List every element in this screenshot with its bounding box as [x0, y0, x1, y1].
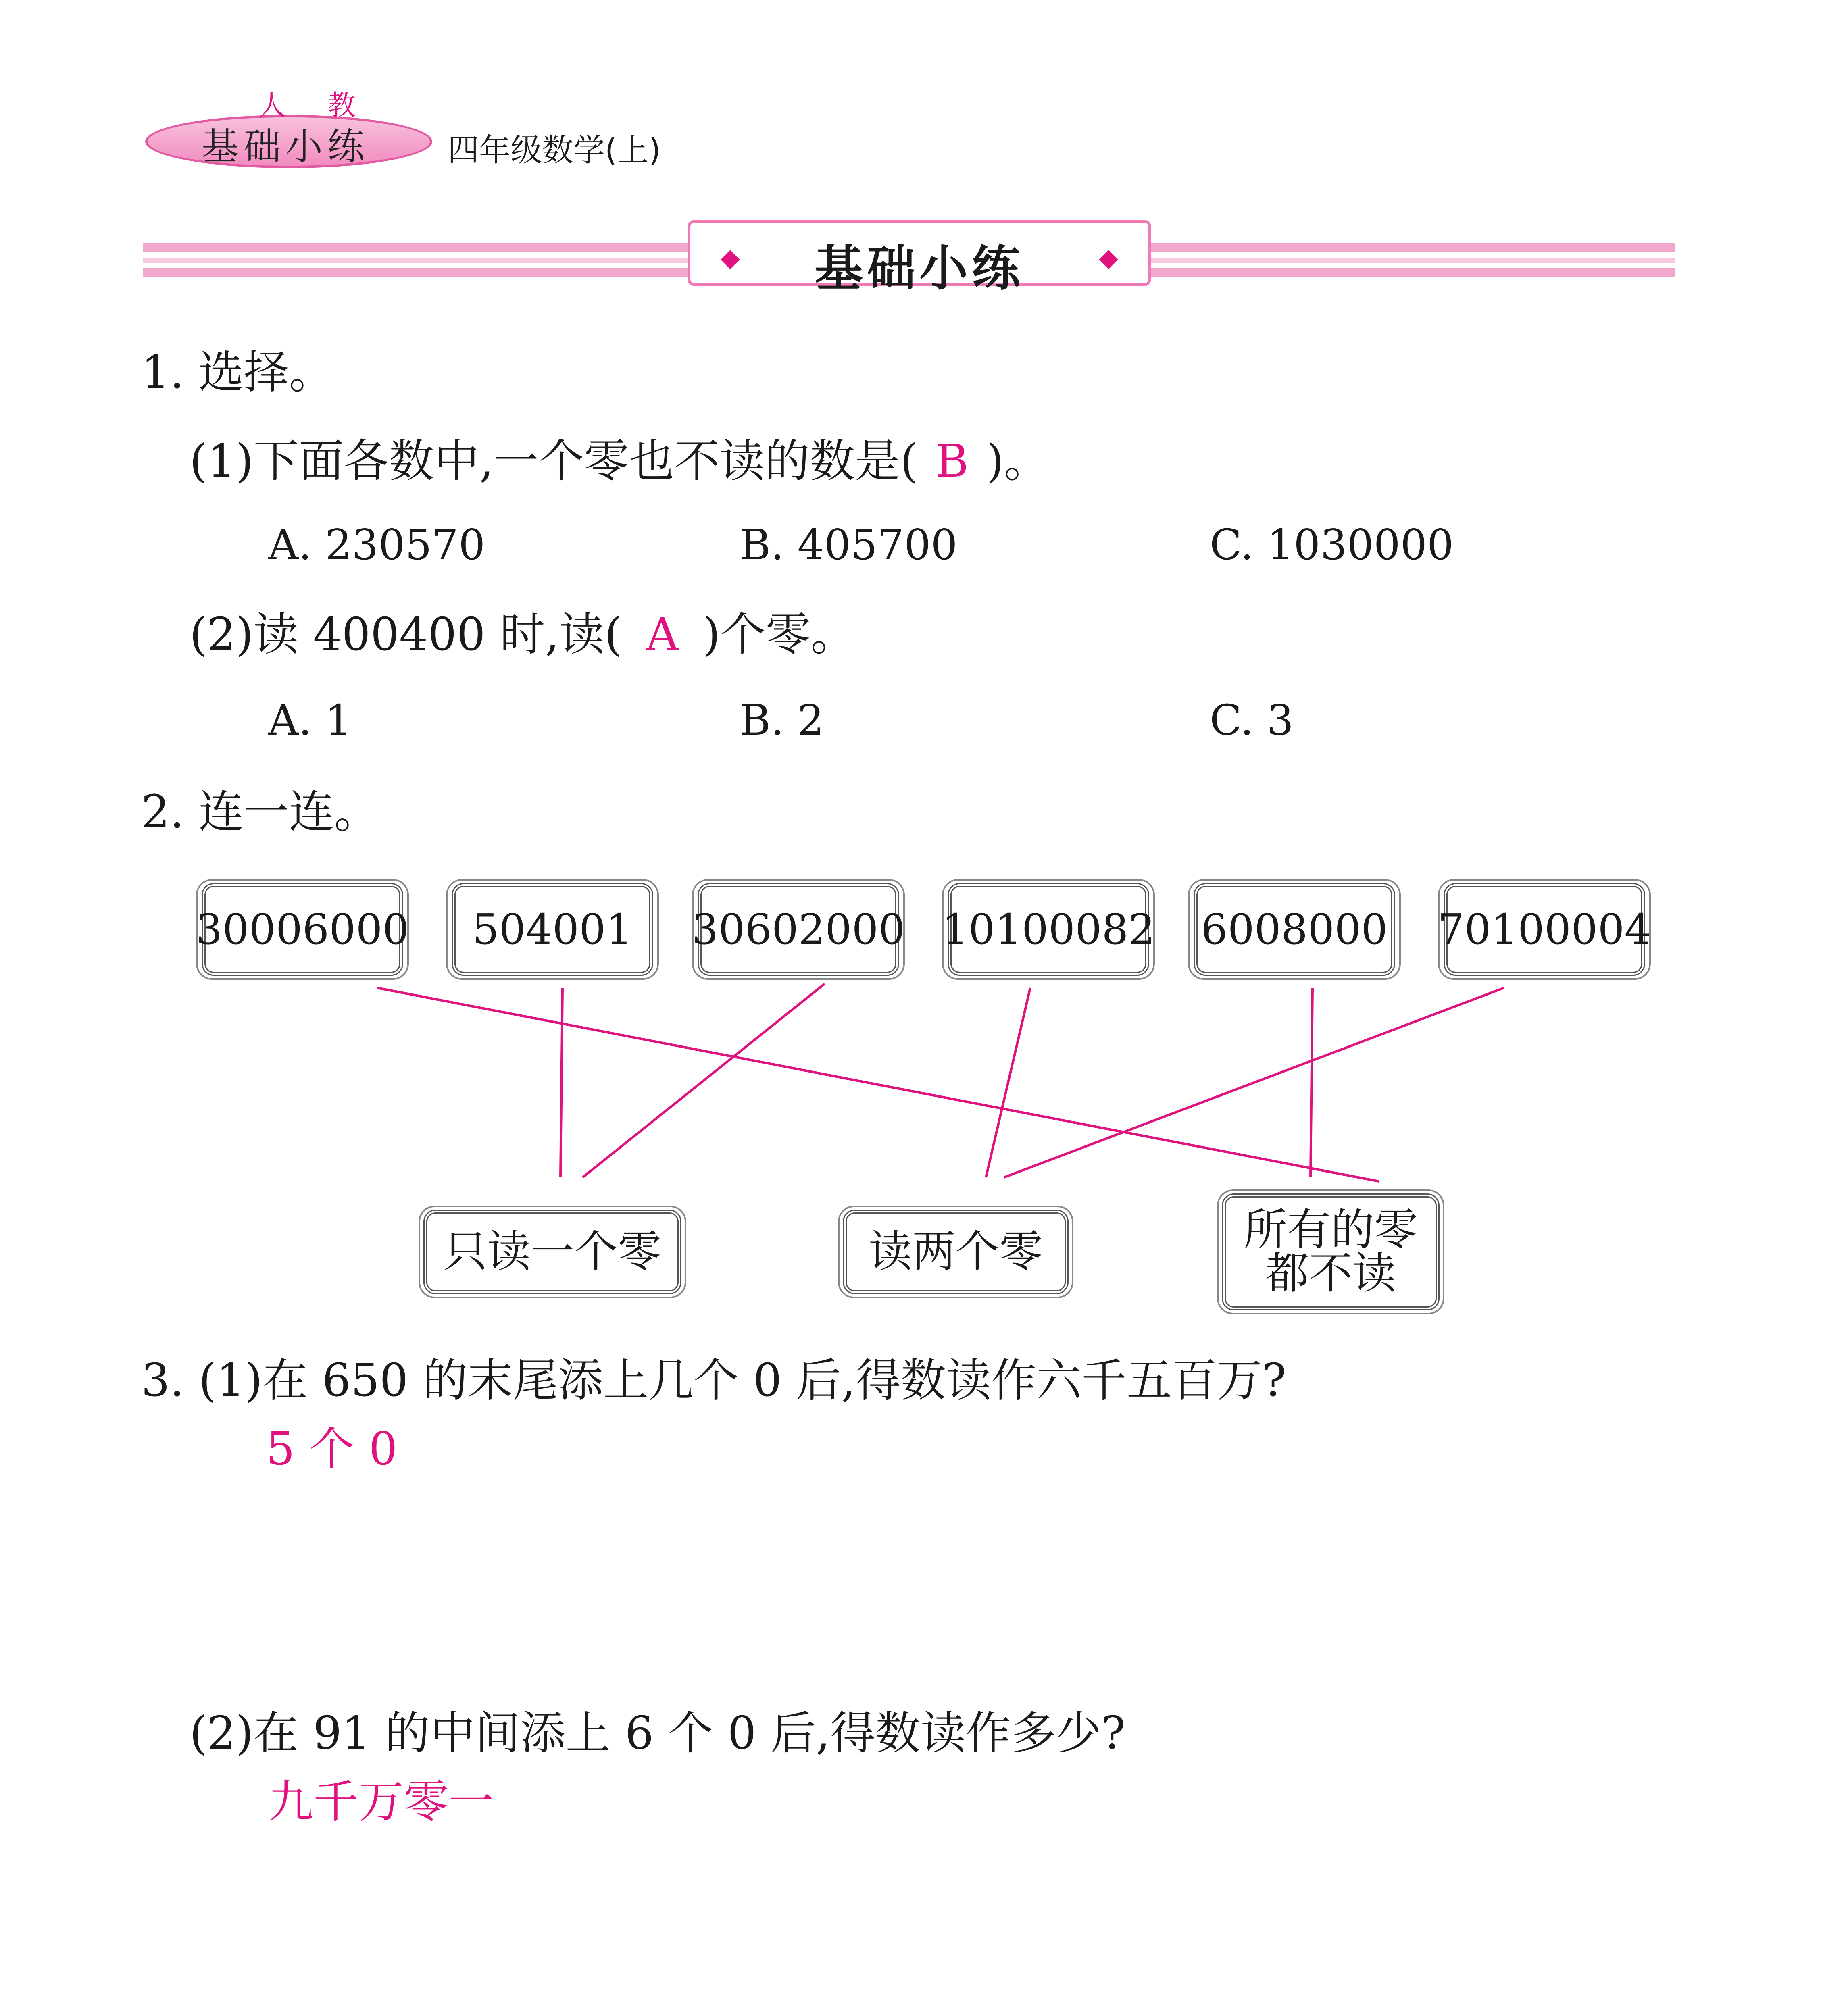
q3-sub1-text: 3. (1)在 650 的末尾添上几个 0 后,得数读作六千五百万?	[141, 1354, 1287, 1407]
q1-label: 1. 选择。	[141, 346, 334, 399]
q1-sub2-post: )个零。	[702, 608, 856, 661]
connect-line	[377, 988, 1379, 1181]
q1-sub2-option-a: A. 1	[268, 696, 352, 745]
connect-line	[1311, 988, 1313, 1177]
q1-sub1-post: )。	[986, 435, 1049, 487]
category-line: 都不读	[1265, 1248, 1396, 1299]
number-card: 30602000	[698, 883, 899, 976]
publisher-label: 人 教	[258, 89, 372, 122]
q1-sub1-text: (1)下面各数中,一个零也不读的数是(	[190, 435, 918, 487]
category-card-two-zeros: 读两个零	[843, 1210, 1069, 1294]
q1-sub2-answer: A	[646, 608, 679, 661]
q1-sub1-option-a: A. 230570	[268, 520, 485, 569]
q1-sub1-option-b: B. 405700	[740, 520, 958, 569]
q1-sub2-text: (2)读 400400 时,读(	[190, 608, 622, 661]
connect-line	[986, 988, 1030, 1177]
number-card: 10100082	[948, 883, 1149, 976]
diamond-icon: ◆	[721, 243, 740, 272]
number-card: 6008000	[1194, 883, 1395, 976]
q1-sub2-option-c: C. 3	[1210, 696, 1294, 745]
q1-sub1-answer: B	[935, 435, 969, 487]
q3-sub2-answer: 九千万零一	[268, 1776, 494, 1828]
diamond-icon: ◆	[1099, 243, 1118, 272]
number-card: 30006000	[202, 883, 403, 976]
connect-line	[583, 984, 825, 1177]
q1-sub2-option-b: B. 2	[740, 696, 824, 745]
connect-line	[560, 988, 563, 1177]
book-title: 四年级数学(上)	[448, 132, 661, 169]
connect-line	[1004, 988, 1504, 1177]
category-line: 所有的零	[1243, 1205, 1418, 1255]
section-title: 基础小练	[815, 241, 1024, 297]
category-card-one-zero: 只读一个零	[423, 1210, 681, 1294]
q3-sub1-answer: 5 个 0	[266, 1423, 398, 1475]
number-card: 504001	[452, 883, 653, 976]
series-logo-text: 基础小练	[202, 125, 370, 168]
q3-sub2-text: (2)在 91 的中间添上 6 个 0 后,得数读作多少?	[190, 1707, 1125, 1760]
q2-label: 2. 连一连。	[141, 786, 379, 838]
category-card-no-zeros	[1222, 1193, 1440, 1310]
q1-sub1-option-c: C. 1030000	[1210, 520, 1454, 569]
number-card: 70100004	[1444, 883, 1645, 976]
